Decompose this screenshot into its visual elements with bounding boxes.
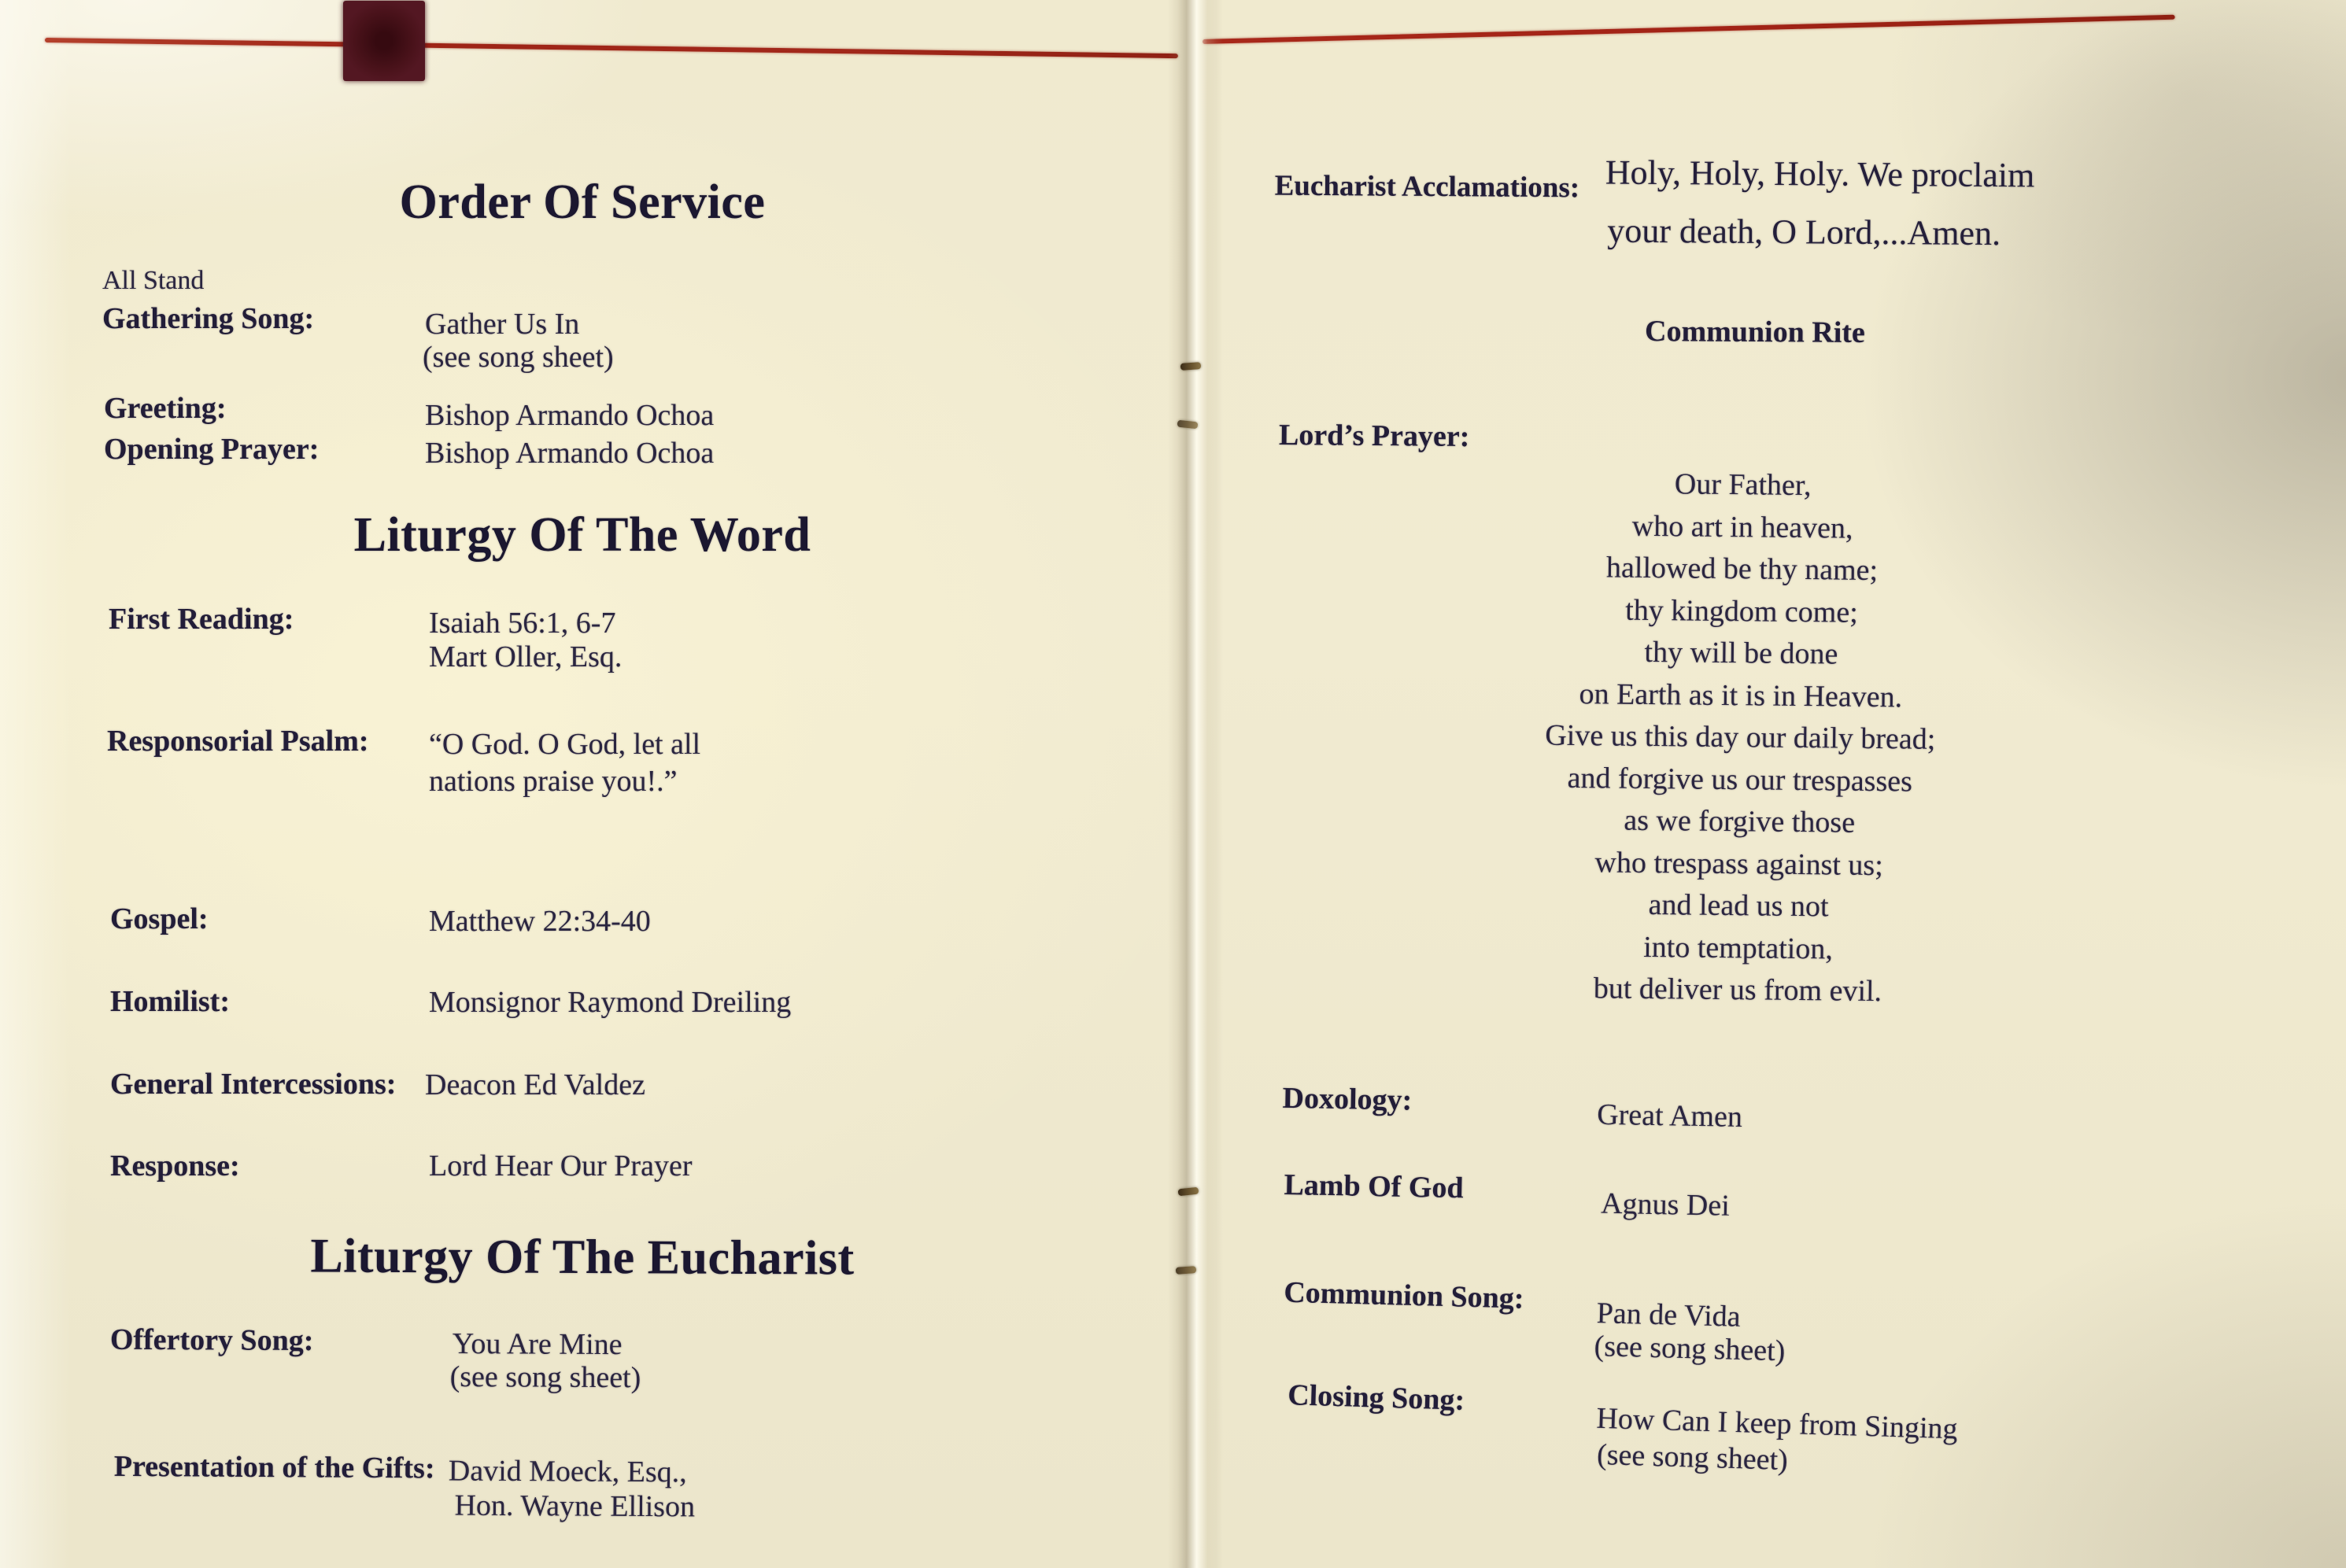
- entry-row: [0, 724, 1204, 834]
- prayer-line: who trespass against us;: [1594, 845, 1883, 882]
- prayer-line: thy kingdom come;: [1625, 593, 1858, 629]
- prayer-line: on Earth as it is in Heaven.: [1579, 677, 1903, 714]
- entry-label: Closing Song:: [1287, 1378, 1465, 1417]
- entry-value: Hon. Wayne Ellison: [454, 1489, 696, 1524]
- entry-value: Matthew 22:34-40: [429, 905, 651, 938]
- entry-value: How Can I keep from Singing: [1595, 1401, 1959, 1446]
- entry-label: Homilist:: [110, 985, 230, 1018]
- prayer-line: who art in heaven,: [1631, 509, 1853, 545]
- entry-value: Monsignor Raymond Dreiling: [429, 986, 792, 1019]
- entry-value: Gather Us In: [425, 308, 580, 341]
- entry-value: Mart Oller, Esq.: [429, 640, 623, 673]
- entry-label: Communion Song:: [1283, 1275, 1524, 1315]
- section-title-eucharist: Liturgy Of The Eucharist: [310, 1229, 855, 1286]
- entry-value: Pan de Vida: [1596, 1297, 1742, 1334]
- left-page-title: Order Of Service: [399, 175, 766, 229]
- prayer-line: but deliver us from evil.: [1593, 972, 1882, 1009]
- entry-value: (see song sheet): [449, 1360, 641, 1395]
- stand-note: All Stand: [102, 266, 205, 295]
- prayer-line: and lead us not: [1648, 888, 1829, 924]
- entry-value: Lord Hear Our Prayer: [429, 1149, 693, 1182]
- section-title-word: Liturgy Of The Word: [353, 508, 811, 562]
- communion-rite-title: Communion Rite: [1644, 315, 1866, 349]
- entry-value: David Moeck, Esq.,: [448, 1454, 687, 1489]
- prayer-line: Our Father,: [1674, 467, 1812, 503]
- entry-value: nations praise you!.”: [429, 765, 678, 798]
- entry-label: Gospel:: [110, 902, 209, 935]
- entry-label: Presentation of the Gifts:: [113, 1449, 435, 1485]
- entry-row: [0, 1322, 1204, 1438]
- prayer-line: as we forgive those: [1624, 803, 1856, 839]
- entry-value: Great Amen: [1596, 1098, 1743, 1134]
- entry-value: (see song sheet): [423, 341, 614, 374]
- entry-value: Deacon Ed Valdez: [425, 1068, 645, 1101]
- entry-value: Isaiah 56:1, 6-7: [429, 607, 616, 640]
- entry-label: Lamb Of God: [1284, 1168, 1464, 1205]
- entry-label: Greeting:: [104, 392, 227, 425]
- lords-prayer-text: [1344, 460, 2137, 1016]
- prayer-line: hallowed be thy name;: [1605, 551, 1879, 588]
- entry-label: Response:: [110, 1149, 240, 1182]
- entry-value: You Are Mine: [452, 1327, 623, 1362]
- prayer-line: thy will be done: [1644, 635, 1838, 671]
- entry-label: First Reading:: [109, 603, 294, 636]
- entry-label: Gathering Song:: [102, 302, 315, 335]
- entry-value: “O God. O God, let all: [429, 728, 701, 761]
- entry-label: General Intercessions:: [110, 1068, 397, 1101]
- right-page: [1204, 0, 2346, 1568]
- entry-value: Holy, Holy, Holy. We proclaim: [1605, 153, 2035, 195]
- entry-value: Agnus Dei: [1600, 1186, 1731, 1223]
- entry-label: Opening Prayer:: [104, 433, 320, 466]
- entry-row: [0, 1448, 1204, 1566]
- lords-prayer-label: Lord’s Prayer:: [1278, 418, 1470, 454]
- entry-label: Offertory Song:: [109, 1323, 314, 1358]
- prayer-line: and forgive us our trespasses: [1567, 761, 1913, 799]
- entry-row: [0, 602, 1204, 712]
- entry-value: Bishop Armando Ochoa: [425, 437, 715, 470]
- entry-value: (see song sheet): [1596, 1437, 1789, 1478]
- entry-value: Bishop Armando Ochoa: [425, 399, 715, 432]
- entry-label: Eucharist Acclamations:: [1274, 169, 1580, 205]
- prayer-line: Give us this day our daily bread;: [1545, 718, 1936, 756]
- entry-label: Doxology:: [1282, 1081, 1413, 1117]
- entry-row: [1203, 149, 2346, 291]
- entry-value: your death, O Lord,...Amen.: [1607, 211, 2001, 253]
- entry-label: Responsorial Psalm:: [107, 725, 369, 758]
- entry-value: (see song sheet): [1594, 1330, 1786, 1368]
- prayer-line: into temptation,: [1642, 930, 1834, 965]
